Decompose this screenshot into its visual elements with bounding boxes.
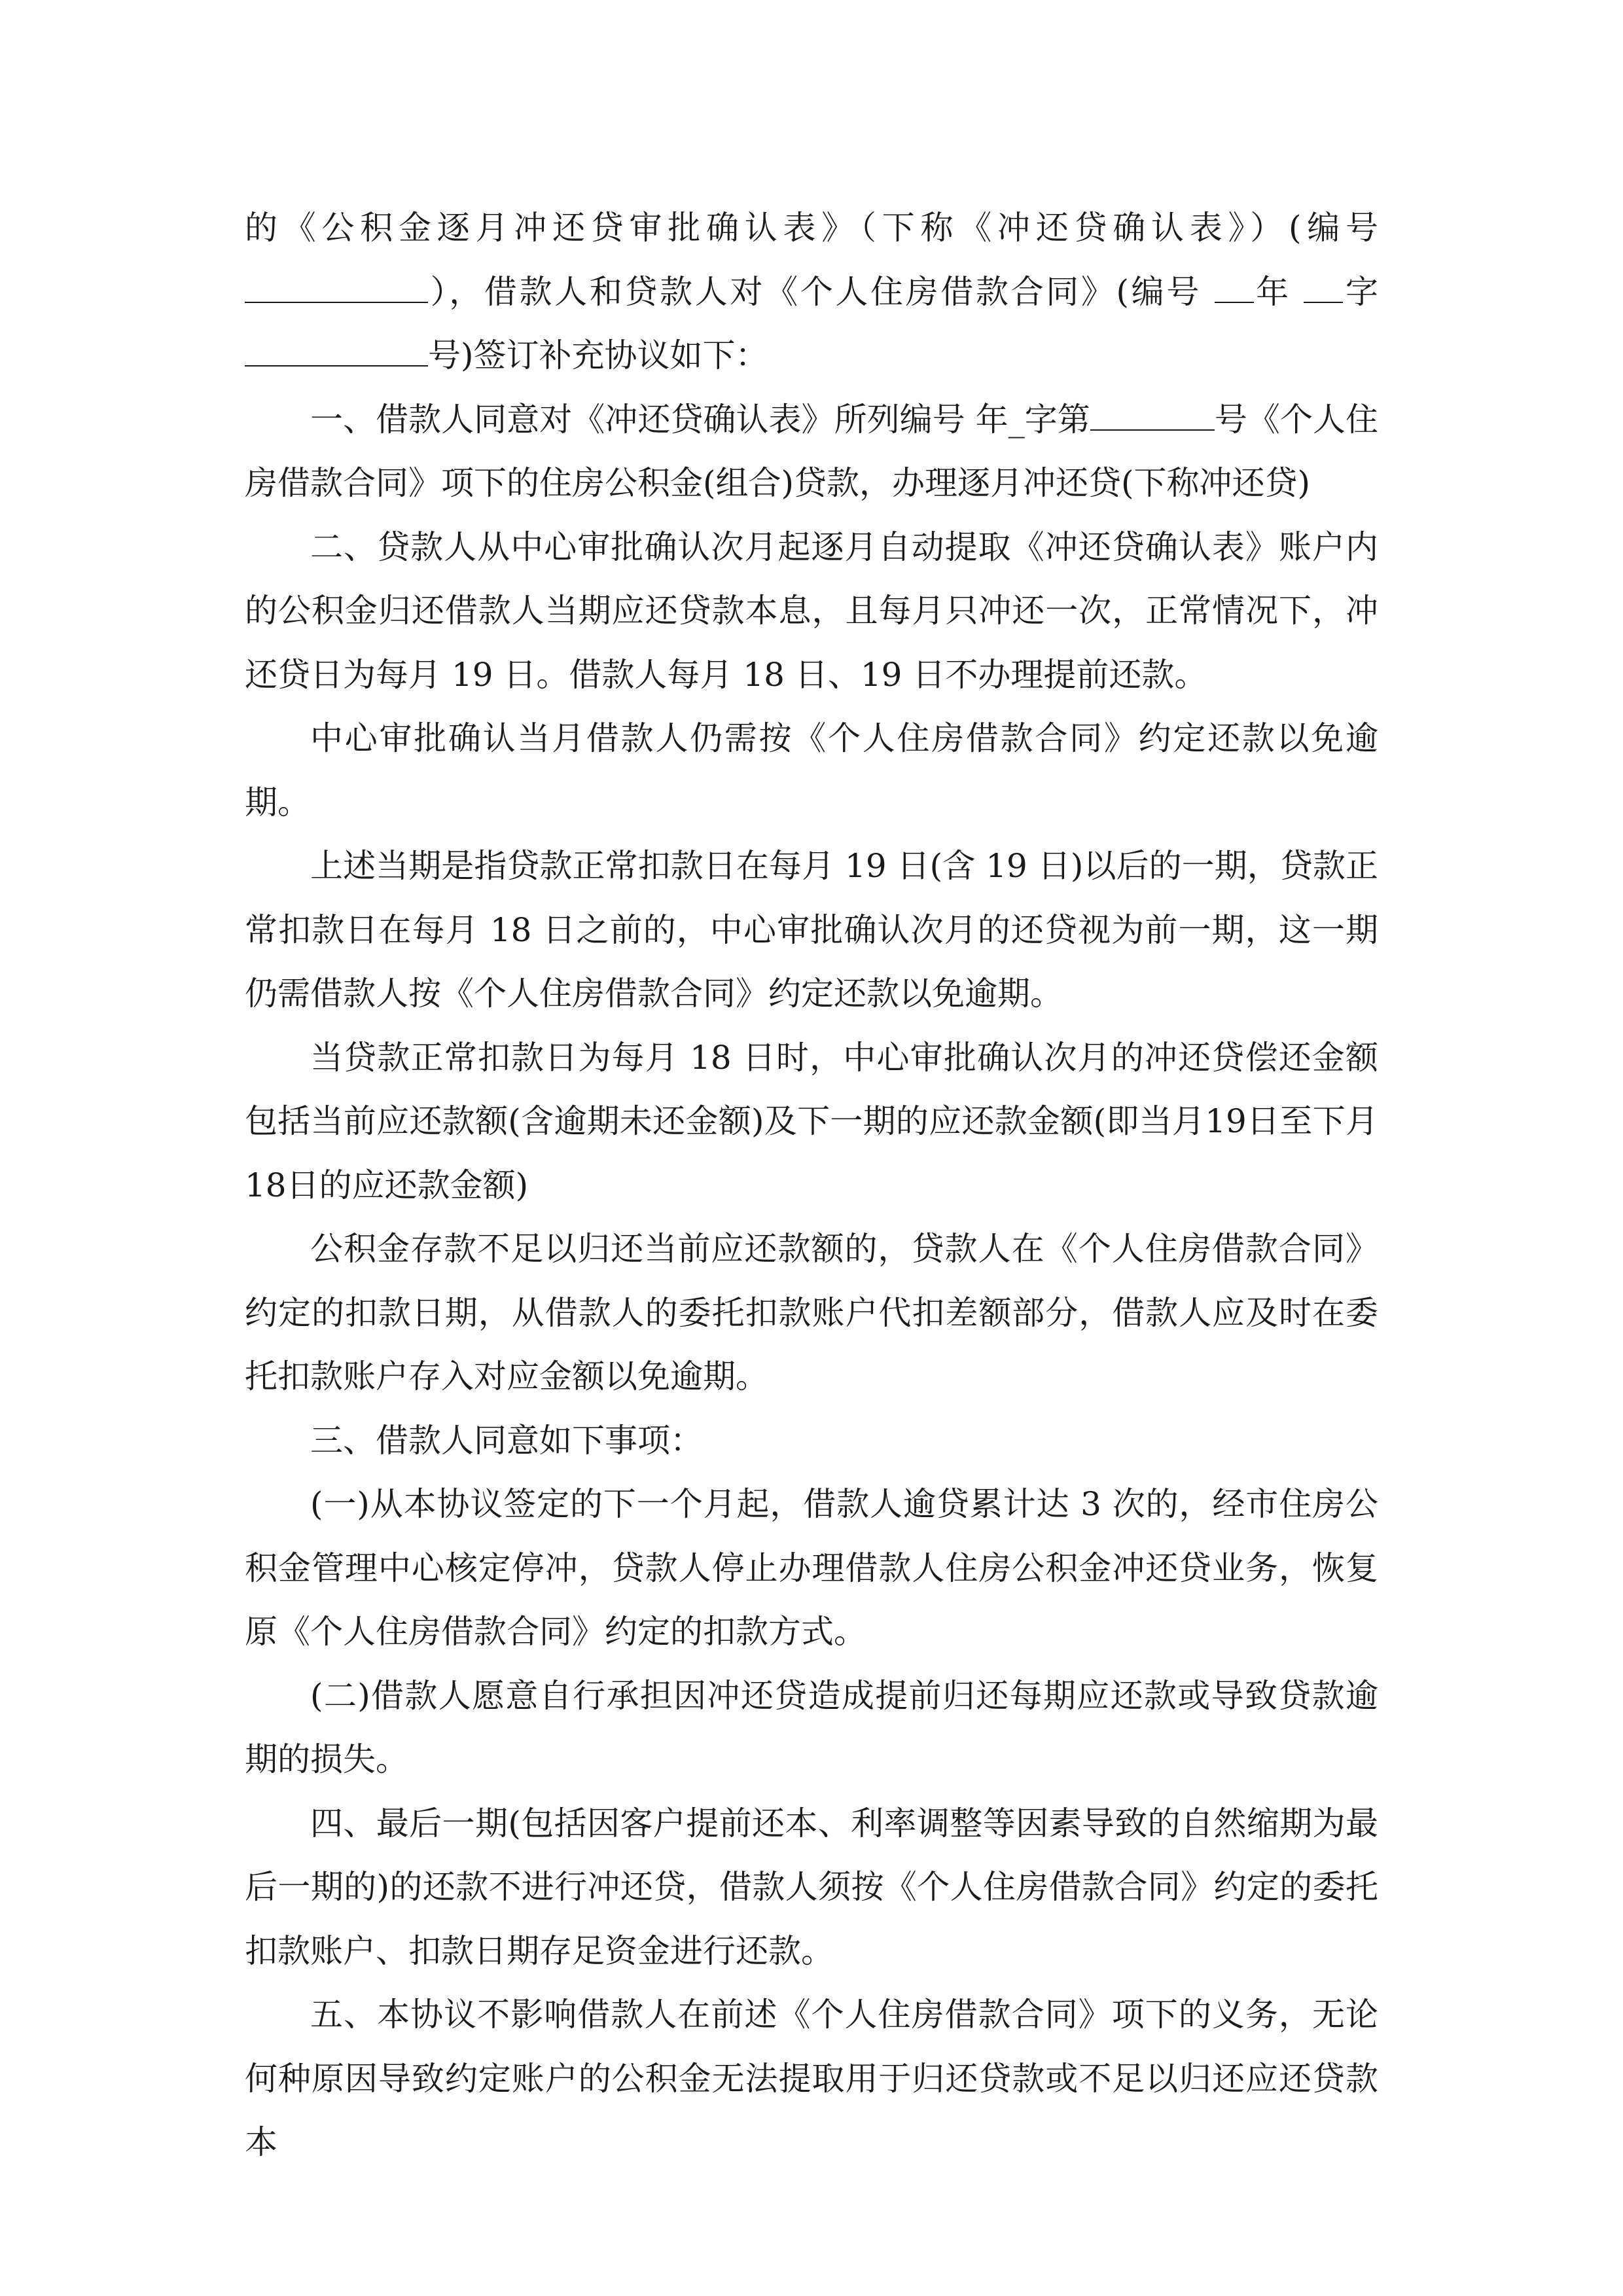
opening-text-1: 的《公积金逐月冲还贷审批确认表》（下称《冲还贷确认表》）(编号 bbox=[245, 209, 1378, 247]
clause-1-text-1: 一、借款人同意对《冲还贷确认表》所列编号 年_字第 bbox=[310, 400, 1090, 439]
char-blank bbox=[1304, 264, 1343, 303]
approval-month-paragraph: 中心审批确认当月借款人仍需按《个人住房借款合同》约定还款以免逾期。 bbox=[245, 719, 1378, 821]
opening-text-2: ），借款人和贷款人对《个人住房借款合同》(编号 bbox=[428, 272, 1215, 311]
opening-text-3: 年 bbox=[1253, 272, 1304, 311]
insufficient-balance-paragraph: 公积金存款不足以归还当前应还款额的，贷款人在《个人住房借款合同》约定的扣款日期，从借款人的委托扣款账户代扣差额部分，借款人应及时在委托扣款账户存入对应金额以免逾期。 bbox=[245, 1230, 1378, 1395]
document-page bbox=[245, 196, 1378, 2175]
clause-4-paragraph: 四、最后一期(包括因客户提前还本、利率调整等因素导致的自然缩期为最后一期的)的还款不进行冲还贷，借款人须按《个人住房借款合同》约定的委托扣款账户、扣款日期存足资金进行还款。 bbox=[245, 1804, 1378, 1970]
clause-1-text-2: 号《个人住房借款合同》项下的住房公积金(组合)贷款，办理逐月冲还贷(下称冲还贷) bbox=[245, 400, 1378, 502]
clause-3-item-1: (一)从本协议签定的下一个月起，借款人逾贷累计达 3 次的，经市住房公积金管理中心核定停冲，贷款人停止办理借款人住房公积金冲还贷业务，恢复原《个人住房借款合同》约定的扣款方式。 bbox=[245, 1485, 1378, 1651]
deduction-date-18-paragraph: 当贷款正常扣款日为每月 18 日时，中心审批确认次月的冲还贷偿还金额包括当前应还款额(含逾期未还金额)及下一期的应还款金额(即当月19日至下月18日的应还款金额) bbox=[245, 1038, 1378, 1204]
opening-text-4: 字 bbox=[1343, 272, 1378, 311]
opening-text-5: 号)签订补充协议如下： bbox=[428, 336, 768, 374]
contract-number-blank bbox=[245, 327, 428, 367]
year-blank bbox=[1215, 264, 1254, 303]
clause-2-paragraph: 二、贷款人从中心审批确认次月起逐月自动提取《冲还贷确认表》账户内的公积金归还借款人当期应还贷款本息，且每月只冲还一次，正常情况下，冲还贷日为每月 19 日。借款人每月 18 日、19 日不办理提前还款。 bbox=[245, 528, 1378, 694]
current-period-paragraph: 上述当期是指贷款正常扣款日在每月 19 日(含 19 日)以后的一期，贷款正常扣款日在每月 18 日之前的，中心审批确认次月的还贷视为前一期，这一期仍需借款人按《个人住房借款合同》约定还款以免逾期。 bbox=[245, 847, 1378, 1013]
clause-1-number-blank bbox=[1090, 391, 1215, 431]
clause-5-paragraph: 五、本协议不影响借款人在前述《个人住房借款合同》项下的义务，无论何种原因导致约定账户的公积金无法提取用于归还贷款或不足以归还应还贷款本 bbox=[245, 1996, 1378, 2161]
opening-paragraph bbox=[245, 196, 1378, 388]
clause-3-heading: 三、借款人同意如下事项： bbox=[310, 1421, 703, 1460]
clause-1-paragraph bbox=[245, 388, 1378, 516]
form-number-blank bbox=[245, 264, 428, 303]
clause-3-item-2: (二)借款人愿意自行承担因冲还贷造成提前归还每期应还款或导致贷款逾期的损失。 bbox=[245, 1676, 1378, 1778]
